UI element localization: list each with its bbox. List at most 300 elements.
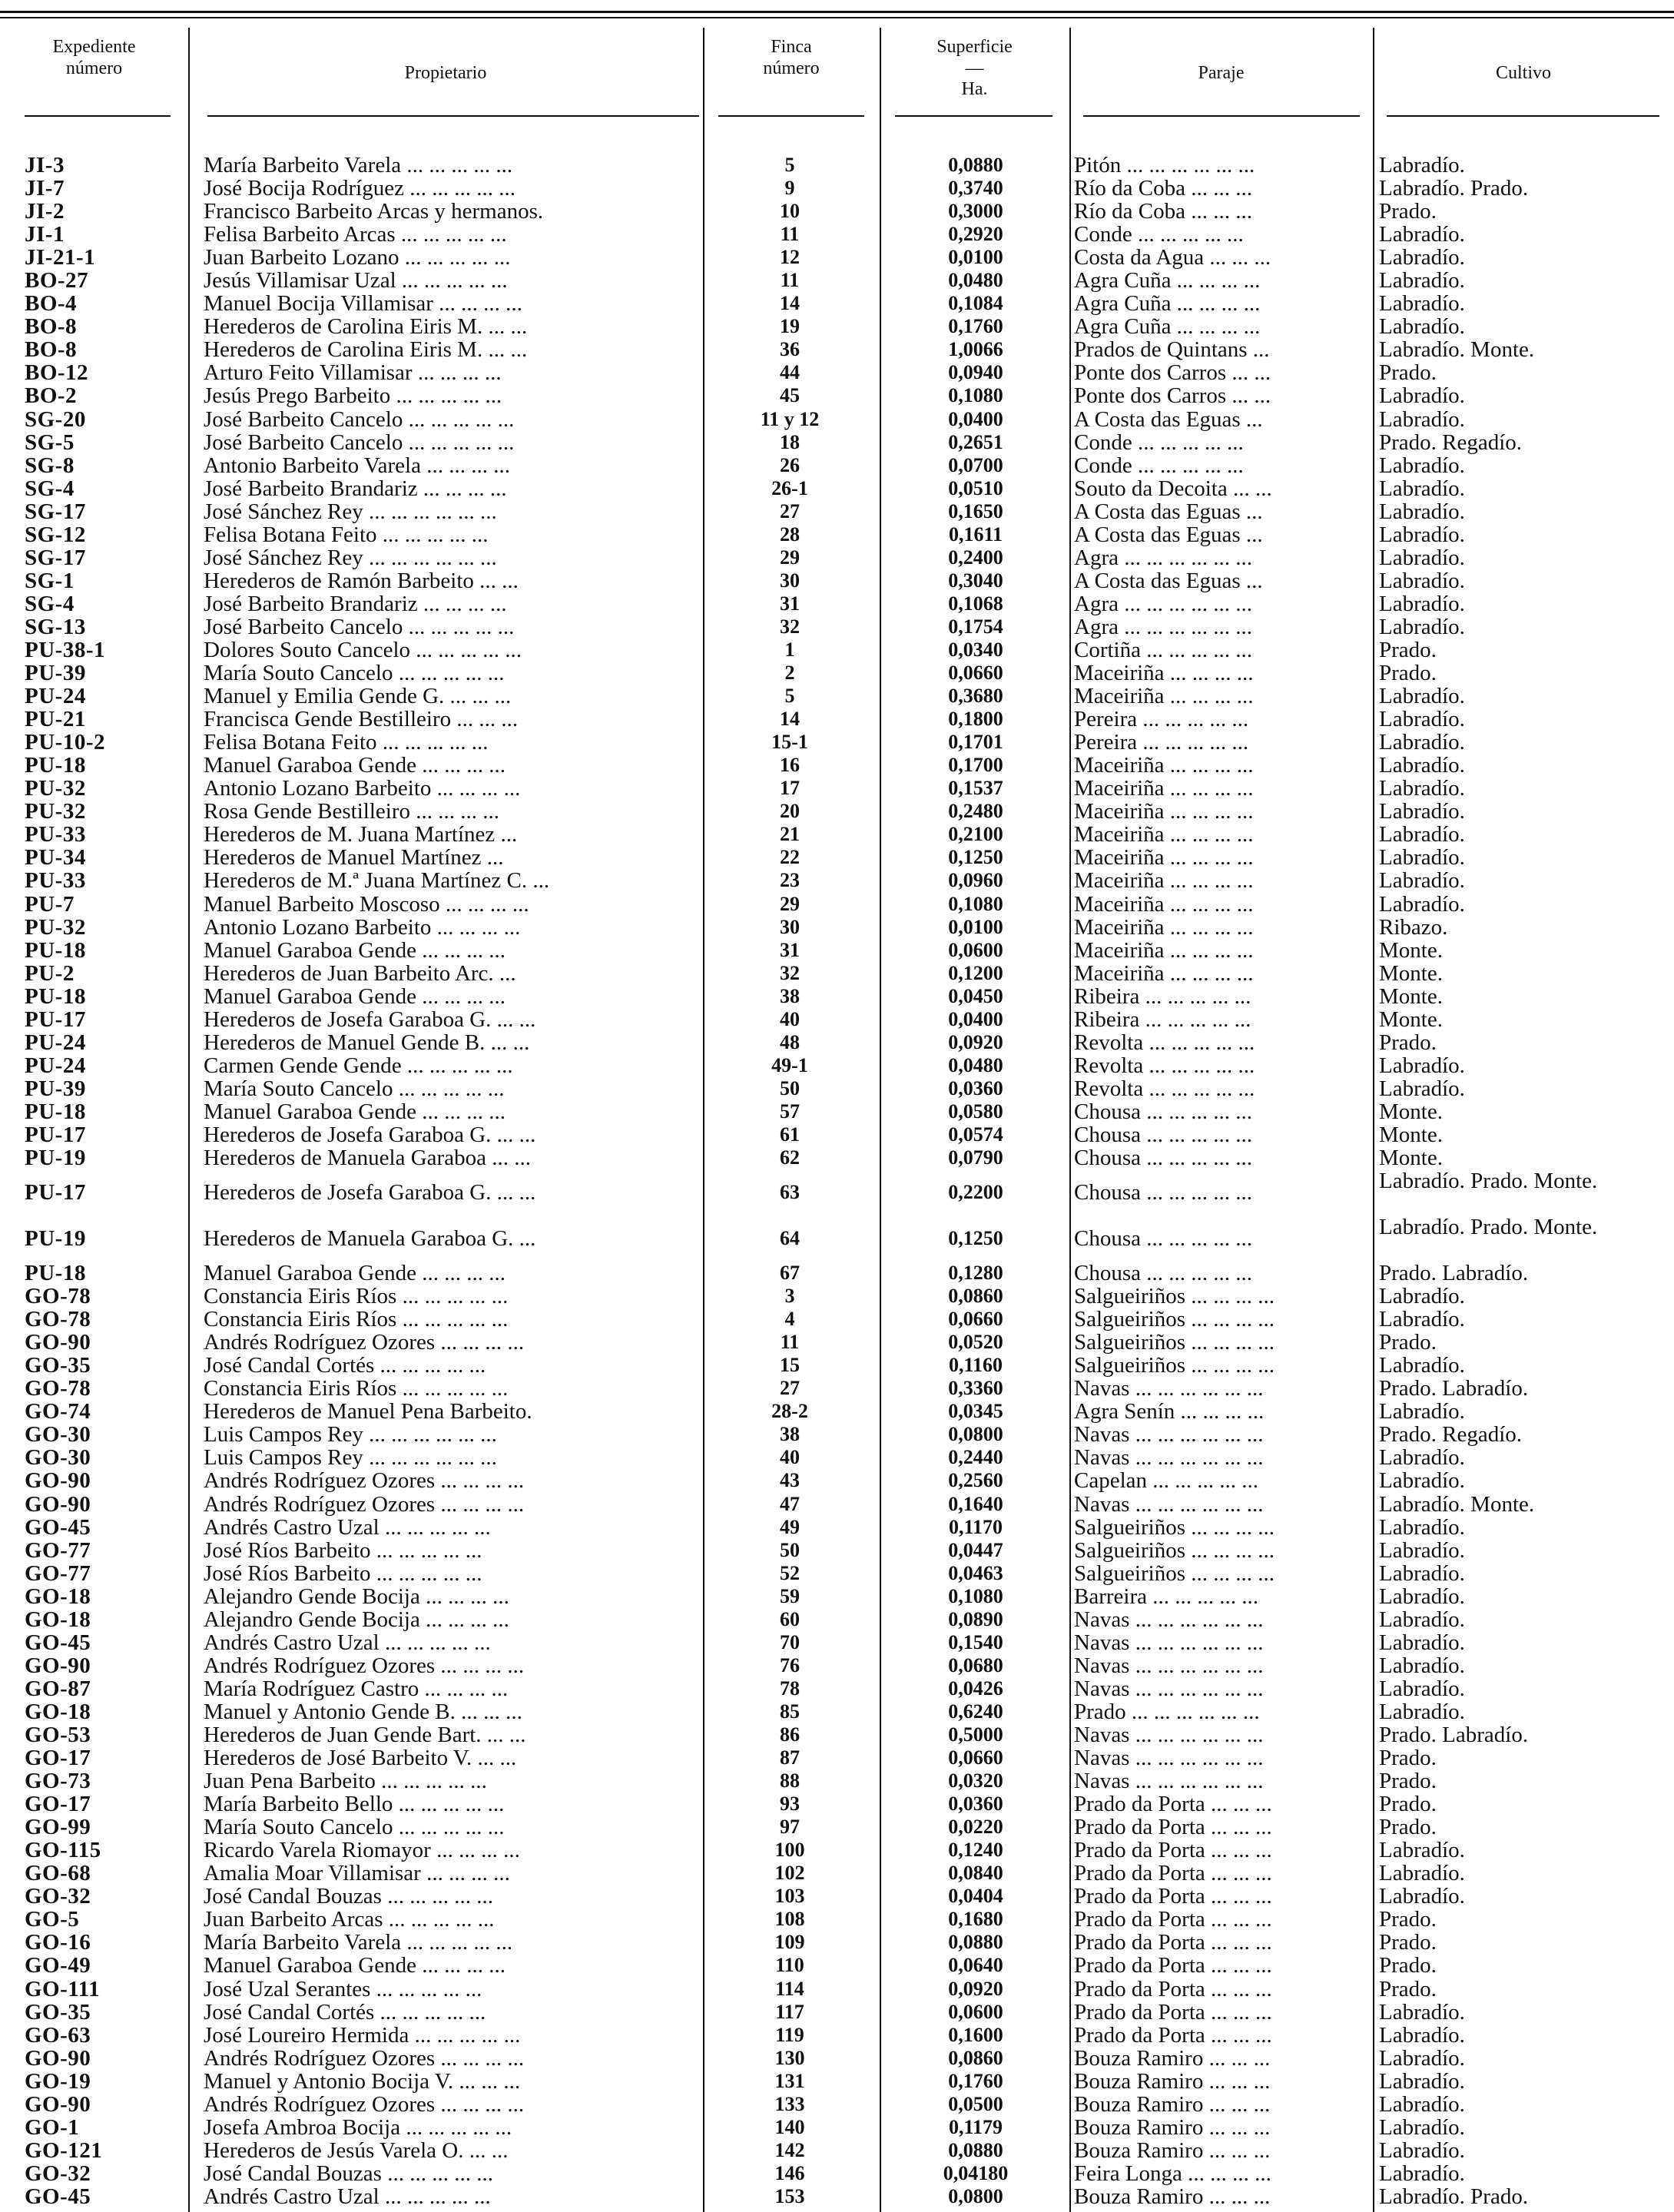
expediente-cell: PU-17 (25, 1180, 86, 1205)
finca-cell: 11 (780, 223, 800, 246)
finca-cell: 76 (780, 1653, 800, 1676)
finca-cell: 11 (780, 1331, 800, 1354)
paraje-cell: Bouza Ramiro ... ... ... (1074, 2092, 1271, 2116)
superficie-cell: 0,0480 (948, 1053, 1003, 1076)
table-row (0, 2047, 1674, 2070)
finca-cell: 49 (780, 1515, 800, 1538)
propietario-cell: Felisa Barbeito Arcas ... ... ... ... ... (204, 223, 507, 247)
cultivo-cell: Labradío. (1379, 499, 1465, 524)
finca-cell: 10 (780, 200, 800, 223)
expediente-cell: PU-32 (25, 799, 86, 824)
paraje-cell: Salgueiriños ... ... ... ... (1074, 1308, 1275, 1332)
propietario-cell: Herederos de Manuela Garaboa G. ... (204, 1227, 536, 1251)
paraje-cell: Navas ... ... ... ... ... ... (1074, 1446, 1264, 1470)
propietario-cell: Andrés Castro Uzal ... ... ... ... ... (204, 2184, 491, 2208)
table-row (0, 1123, 1674, 1146)
propietario-cell: Constancia Eiris Ríos ... ... ... ... ... (204, 1377, 509, 1401)
finca-cell: 109 (774, 1931, 805, 1954)
table-row (0, 1769, 1674, 1792)
paraje-cell: Maceiriña ... ... ... ... (1074, 754, 1254, 778)
propietario-cell: Arturo Feito Villamisar ... ... ... ... (204, 361, 502, 385)
propietario-cell: Herederos de Carolina Eiris M. ... ... (204, 338, 528, 362)
table-row (0, 1885, 1674, 1908)
paraje-cell: Prado da Porta ... ... ... (1074, 1908, 1272, 1932)
table-row (0, 731, 1674, 754)
propietario-cell: Andrés Rodríguez Ozores ... ... ... ... (204, 1492, 525, 1516)
paraje-cell: Maceiriña ... ... ... ... (1074, 823, 1254, 847)
expediente-cell: PU-17 (25, 1122, 86, 1147)
table-row (0, 1562, 1674, 1585)
finca-cell: 108 (774, 1908, 805, 1931)
finca-cell: 49-1 (771, 1053, 808, 1076)
superficie-cell: 0,1754 (948, 615, 1003, 638)
superficie-cell: 0,2440 (948, 1446, 1003, 1469)
expediente-cell: SG-8 (25, 453, 75, 478)
cultivo-cell: Labradío. (1379, 868, 1465, 894)
paraje-cell: Navas ... ... ... ... ... ... (1074, 1630, 1264, 1654)
expediente-cell: PU-18 (25, 937, 86, 963)
paraje-cell: Cortiña ... ... ... ... ... (1074, 638, 1252, 662)
propietario-cell: José Ríos Barbeito ... ... ... ... ... (204, 1561, 482, 1585)
propietario-cell: José Candal Cortés ... ... ... ... ... (204, 1354, 486, 1378)
propietario-cell: José Barbeito Brandariz ... ... ... ... (204, 476, 507, 500)
cultivo-cell: Prado. (1379, 1976, 1437, 2001)
table-row (0, 1816, 1674, 1839)
propietario-cell: Andrés Rodríguez Ozores ... ... ... ... (204, 2046, 525, 2070)
expediente-cell: GO-30 (25, 1445, 91, 1471)
table-row (0, 2162, 1674, 2185)
superficie-cell: 0,0660 (948, 1746, 1003, 1769)
table-row (0, 477, 1674, 500)
paraje-cell: Ribeira ... ... ... ... ... (1074, 1007, 1251, 1031)
superficie-cell: 0,0100 (948, 246, 1003, 269)
finca-cell: 17 (780, 777, 800, 800)
superficie-cell: 0,0700 (948, 453, 1003, 476)
expediente-cell: PU-18 (25, 753, 86, 778)
paraje-cell: Navas ... ... ... ... ... ... (1074, 1676, 1264, 1700)
superficie-cell: 0,0940 (948, 361, 1003, 384)
superficie-cell: 0,0580 (948, 1099, 1003, 1123)
superficie-cell: 0,0480 (948, 269, 1003, 292)
cultivo-cell: Labradío. (1379, 822, 1465, 847)
finca-cell: 97 (780, 1816, 800, 1839)
propietario-cell: Antonio Lozano Barbeito ... ... ... ... (204, 915, 521, 939)
superficie-cell: 0,0426 (948, 1676, 1003, 1700)
superficie-cell: 0,0574 (948, 1123, 1003, 1146)
finca-cell: 63 (780, 1181, 800, 1204)
expediente-cell: PU-24 (25, 684, 86, 709)
paraje-cell: Souto da Decoita ... ... (1074, 476, 1272, 500)
table-row (0, 592, 1674, 615)
paraje-cell: Revolta ... ... ... ... ... (1074, 1053, 1255, 1077)
expediente-cell: SG-5 (25, 429, 75, 455)
propietario-cell: José Loureiro Hermida ... ... ... ... ... (204, 2023, 521, 2047)
expediente-cell: GO-90 (25, 2091, 91, 2117)
cultivo-cell: Labradío. (1379, 2022, 1465, 2048)
expediente-cell: GO-17 (25, 1746, 91, 1771)
cultivo-cell: Prado. (1379, 1907, 1437, 1932)
finca-cell: 130 (774, 2046, 805, 2069)
superficie-cell: 0,1760 (948, 315, 1003, 338)
superficie-cell: 0,0600 (948, 2000, 1003, 2023)
finca-cell: 153 (774, 2184, 805, 2207)
table-row (0, 846, 1674, 869)
finca-cell: 133 (774, 2092, 805, 2115)
table-row (0, 1262, 1674, 1285)
expediente-cell: GO-49 (25, 1953, 91, 1978)
propietario-cell: Herederos de M.ª Juana Martínez C. ... (204, 869, 550, 893)
table-row (0, 1146, 1674, 1169)
propietario-cell: Felisa Botana Feito ... ... ... ... ... (204, 731, 489, 754)
expediente-cell: PU-10-2 (25, 730, 105, 755)
superficie-cell: 0,1611 (948, 522, 1003, 546)
cultivo-cell: Prado. (1379, 1746, 1437, 1771)
cultivo-cell: Labradío. (1379, 153, 1465, 177)
paraje-cell: Prado da Porta ... ... ... (1074, 1931, 1272, 1955)
table-row (0, 1539, 1674, 1562)
table-row (0, 1746, 1674, 1769)
expediente-cell: SG-4 (25, 591, 75, 616)
cultivo-cell: Labradío. (1379, 776, 1465, 801)
superficie-cell: 0,0520 (948, 1331, 1003, 1354)
superficie-cell: 0,3040 (948, 569, 1003, 592)
cultivo-cell: Labradío. (1379, 406, 1465, 432)
propietario-cell: Andrés Castro Uzal ... ... ... ... ... (204, 1630, 491, 1654)
paraje-cell: Salgueiriños ... ... ... ... (1074, 1285, 1275, 1308)
table-row (0, 2001, 1674, 2024)
propietario-cell: Antonio Barbeito Varela ... ... ... ... (204, 453, 510, 477)
finca-cell: 59 (780, 1584, 800, 1607)
cultivo-cell: Labradío. (1379, 2068, 1465, 2094)
cultivo-cell: Labradío. Monte. (1379, 337, 1535, 363)
superficie-cell: 0,2651 (948, 430, 1003, 453)
cultivo-cell: Labradío. (1379, 1607, 1465, 1632)
paraje-cell: Pitón ... ... ... ... ... ... (1074, 154, 1255, 177)
expediente-cell: GO-78 (25, 1307, 91, 1332)
paraje-cell: Chousa ... ... ... ... ... (1074, 1227, 1252, 1251)
propietario-cell: Herederos de Manuel Gende B. ... ... (204, 1030, 530, 1054)
finca-cell: 57 (780, 1099, 800, 1123)
superficie-cell: 0,2480 (948, 800, 1003, 823)
paraje-cell: Maceiriña ... ... ... ... (1074, 846, 1254, 870)
propietario-cell: Manuel Barbeito Moscoso ... ... ... ... (204, 892, 529, 916)
paraje-cell: Bouza Ramiro ... ... ... (1074, 2184, 1271, 2208)
paraje-cell: Barreira ... ... ... ... ... (1074, 1584, 1258, 1608)
table-row (0, 1031, 1674, 1054)
finca-cell: 4 (784, 1308, 795, 1331)
propietario-cell: Manuel y Antonio Gende B. ... ... ... (204, 1700, 522, 1723)
top-rule-thin (0, 17, 1674, 18)
superficie-cell: 0,1800 (948, 708, 1003, 731)
paraje-cell: A Costa das Eguas ... (1074, 499, 1263, 523)
table-row (0, 223, 1674, 246)
finca-cell: 70 (780, 1630, 800, 1653)
propietario-cell: José Sánchez Rey ... ... ... ... ... ... (204, 499, 497, 523)
cultivo-cell: Prado. (1379, 1815, 1437, 1840)
header-cultivo: Cultivo (1495, 63, 1551, 83)
propietario-cell: Herederos de Manuela Garaboa ... ... (204, 1146, 531, 1170)
cultivo-cell: Prado. (1379, 1792, 1437, 1817)
finca-cell: 23 (780, 869, 800, 892)
finca-cell: 1 (784, 638, 795, 661)
finca-cell: 31 (780, 938, 800, 961)
table-row (0, 1100, 1674, 1123)
expediente-cell: GO-35 (25, 1999, 91, 2025)
paraje-cell: Salgueiriños ... ... ... ... (1074, 1515, 1275, 1539)
propietario-cell: María Barbeito Varela ... ... ... ... ... (204, 154, 513, 177)
header-underline (718, 115, 864, 117)
propietario-cell: María Souto Cancelo ... ... ... ... ... (204, 662, 505, 685)
propietario-cell: Andrés Rodríguez Ozores ... ... ... ... (204, 1653, 525, 1677)
table-row (0, 1677, 1674, 1700)
paraje-cell: Ponte dos Carros ... ... (1074, 361, 1271, 385)
expediente-cell: GO-121 (25, 2137, 103, 2163)
table-row (0, 2070, 1674, 2093)
table-row (0, 2185, 1674, 2208)
superficie-cell: 0,1280 (948, 1262, 1003, 1285)
paraje-cell: A Costa das Eguas ... (1074, 522, 1263, 546)
table-row (0, 1516, 1674, 1539)
paraje-cell: Prado da Porta ... ... ... (1074, 2000, 1272, 2024)
expediente-cell: GO-5 (25, 1907, 80, 1932)
superficie-cell: 0,0800 (948, 1423, 1003, 1446)
paraje-cell: Maceiriña ... ... ... ... (1074, 685, 1254, 708)
cultivo-cell: Labradío. (1379, 753, 1465, 778)
table-row (0, 615, 1674, 638)
expediente-cell: PU-18 (25, 1099, 86, 1124)
cultivo-cell: Labradío. (1379, 568, 1465, 593)
cultivo-cell: Labradío. (1379, 2137, 1465, 2163)
finca-cell: 31 (780, 592, 800, 615)
table-row (0, 754, 1674, 777)
propietario-cell: Jesús Prego Barbeito ... ... ... ... ... (204, 384, 502, 408)
cultivo-cell: Labradío. (1379, 222, 1465, 247)
propietario-cell: Herederos de Jesús Varela O. ... ... (204, 2138, 509, 2162)
expediente-cell: BO-8 (25, 314, 78, 340)
paraje-cell: Navas ... ... ... ... ... ... (1074, 1653, 1264, 1677)
finca-cell: 5 (784, 685, 795, 708)
cultivo-cell: Monte. (1379, 1146, 1443, 1171)
finca-cell: 61 (780, 1123, 800, 1146)
propietario-cell: Manuel Bocija Villamisar ... ... ... ... (204, 292, 522, 316)
cultivo-cell: Prado. (1379, 360, 1437, 386)
paraje-cell: Salgueiriños ... ... ... ... (1074, 1354, 1275, 1378)
expediente-cell: GO-53 (25, 1723, 91, 1747)
finca-cell: 93 (780, 1792, 800, 1816)
cultivo-cell: Labradío. (1379, 1676, 1465, 1701)
propietario-cell: Rosa Gende Bestilleiro ... ... ... ... (204, 800, 500, 824)
cultivo-cell: Labradío. (1379, 291, 1465, 317)
expediente-cell: GO-90 (25, 1468, 91, 1494)
cultivo-cell: Prado. Regadío. (1379, 1422, 1523, 1448)
superficie-cell: 0,1640 (948, 1492, 1003, 1515)
cultivo-cell: Labradío. (1379, 1560, 1465, 1586)
table-row (0, 338, 1674, 361)
cultivo-cell: Labradío. (1379, 1353, 1465, 1378)
propietario-cell: Andrés Rodríguez Ozores ... ... ... ... (204, 1331, 525, 1355)
paraje-cell: Agra ... ... ... ... ... ... (1074, 615, 1252, 638)
paraje-cell: Ponte dos Carros ... ... (1074, 384, 1271, 408)
finca-cell: 87 (780, 1746, 800, 1769)
propietario-cell: José Barbeito Cancelo ... ... ... ... ... (204, 615, 515, 638)
paraje-cell: Río da Coba ... ... ... (1074, 200, 1252, 224)
cultivo-cell: Labradío. (1379, 545, 1465, 570)
expediente-cell: JI-3 (25, 153, 65, 177)
propietario-cell: Herederos de Ramón Barbeito ... ... (204, 569, 519, 592)
expediente-cell: JI-7 (25, 176, 65, 201)
finca-cell: 38 (780, 1423, 800, 1446)
table-row (0, 546, 1674, 569)
paraje-cell: Salgueiriños ... ... ... ... (1074, 1538, 1275, 1562)
cultivo-cell: Prado. (1379, 1930, 1437, 1955)
table-row (0, 177, 1674, 200)
table-row (0, 638, 1674, 662)
table-row (0, 1446, 1674, 1469)
propietario-cell: José Candal Cortés ... ... ... ... ... (204, 2000, 486, 2024)
table-row (0, 985, 1674, 1008)
cultivo-cell: Labradío. (1379, 684, 1465, 709)
superficie-cell: 0,0640 (948, 1954, 1003, 1977)
propietario-cell: Alejandro Gende Bocija ... ... ... ... (204, 1584, 509, 1608)
table-row (0, 1169, 1674, 1215)
cultivo-cell: Prado. (1379, 1769, 1437, 1794)
superficie-cell: 0,2560 (948, 1469, 1003, 1492)
expediente-cell: GO-1 (25, 2114, 80, 2140)
finca-cell: 28-2 (771, 1400, 808, 1423)
finca-cell: 102 (774, 1862, 805, 1885)
finca-cell: 30 (780, 915, 800, 938)
superficie-cell: 1,0066 (948, 338, 1003, 361)
cultivo-cell: Labradío. (1379, 591, 1465, 616)
paraje-cell: Navas ... ... ... ... ... ... (1074, 1423, 1264, 1447)
cultivo-cell: Labradío. (1379, 799, 1465, 824)
superficie-cell: 0,1760 (948, 2069, 1003, 2092)
expediente-cell: SG-13 (25, 614, 86, 639)
cultivo-cell: Monte. (1379, 1007, 1443, 1032)
expediente-cell: GO-87 (25, 1676, 91, 1701)
cultivo-cell: Labradío. (1379, 245, 1465, 270)
paraje-cell: Prado da Porta ... ... ... (1074, 1885, 1272, 1909)
paraje-cell: Chousa ... ... ... ... ... (1074, 1099, 1252, 1123)
expediente-cell: GO-63 (25, 2022, 91, 2048)
superficie-cell: 0,1179 (948, 2115, 1003, 2138)
finca-cell: 60 (780, 1607, 800, 1630)
expediente-cell: GO-115 (25, 1838, 101, 1863)
finca-cell: 29 (780, 892, 800, 915)
propietario-cell: Juan Barbeito Arcas ... ... ... ... ... (204, 1908, 495, 1932)
propietario-cell: Andrés Rodríguez Ozores ... ... ... ... (204, 1469, 525, 1493)
superficie-cell: 0,3360 (948, 1377, 1003, 1400)
paraje-cell: Pereira ... ... ... ... ... (1074, 731, 1249, 754)
table-row (0, 916, 1674, 939)
superficie-cell: 0,0320 (948, 1769, 1003, 1792)
paraje-cell: Feira Longa ... ... ... ... (1074, 2161, 1271, 2185)
paraje-cell: Prados de Quintans ... (1074, 338, 1270, 362)
cultivo-cell: Labradío. (1379, 1468, 1465, 1494)
propietario-cell: María Souto Cancelo ... ... ... ... ... (204, 1076, 505, 1100)
finca-cell: 88 (780, 1769, 800, 1792)
propietario-cell: Francisca Gende Bestilleiro ... ... ... (204, 708, 519, 731)
expediente-cell: JI-2 (25, 199, 65, 224)
paraje-cell: Maceiriña ... ... ... ... (1074, 869, 1254, 893)
propietario-cell: Manuel Garaboa Gende ... ... ... ... (204, 1099, 506, 1123)
superficie-cell: 0,1540 (948, 1630, 1003, 1653)
expediente-cell: GO-90 (25, 2045, 91, 2071)
finca-cell: 64 (780, 1227, 800, 1250)
superficie-cell: 0,0400 (948, 407, 1003, 430)
propietario-cell: Herederos de Josefa Garaboa G. ... ... (204, 1181, 536, 1205)
table-row (0, 1631, 1674, 1654)
table-row (0, 1954, 1674, 1977)
superficie-cell: 0,1680 (948, 1908, 1003, 1931)
paraje-cell: Prado ... ... ... ... ... ... (1074, 1700, 1260, 1723)
propietario-cell: Manuel Garaboa Gende ... ... ... ... (204, 984, 506, 1008)
superficie-cell: 0,0404 (948, 1885, 1003, 1908)
paraje-cell: Agra ... ... ... ... ... ... (1074, 546, 1252, 569)
cultivo-cell: Prado. (1379, 661, 1437, 686)
propietario-cell: María Souto Cancelo ... ... ... ... ... (204, 1816, 505, 1839)
table-row (0, 1585, 1674, 1608)
cultivo-cell: Labradío. Prado. Monte. (1379, 1215, 1598, 1240)
table-row (0, 962, 1674, 985)
table-row (0, 154, 1674, 177)
cultivo-cell: Prado. (1379, 1330, 1437, 1355)
superficie-cell: 0,0790 (948, 1146, 1003, 1169)
finca-cell: 28 (780, 522, 800, 546)
propietario-cell: Carmen Gende Gende ... ... ... ... ... (204, 1053, 513, 1077)
table-row (0, 1423, 1674, 1446)
paraje-cell: Agra Cuña ... ... ... ... (1074, 292, 1261, 316)
finca-cell: 47 (780, 1492, 800, 1515)
cultivo-cell: Monte. (1379, 1099, 1443, 1124)
finca-cell: 20 (780, 800, 800, 823)
finca-cell: 40 (780, 1446, 800, 1469)
table-row (0, 1493, 1674, 1516)
paraje-cell: Salgueiriños ... ... ... ... (1074, 1561, 1275, 1585)
superficie-cell: 0,6240 (948, 1700, 1003, 1723)
propietario-cell: Constancia Eiris Ríos ... ... ... ... ... (204, 1285, 509, 1308)
superficie-cell: 0,1080 (948, 1584, 1003, 1607)
finca-cell: 103 (774, 1885, 805, 1908)
header-finca: Finca número (763, 37, 820, 78)
propietario-cell: Herederos de Josefa Garaboa G. ... ... (204, 1123, 536, 1146)
superficie-cell: 0,0920 (948, 1030, 1003, 1053)
expediente-cell: BO-12 (25, 360, 89, 386)
table-row (0, 431, 1674, 454)
cultivo-cell: Labradío. (1379, 476, 1465, 501)
finca-cell: 26 (780, 453, 800, 476)
finca-cell: 12 (780, 246, 800, 269)
expediente-cell: PU-17 (25, 1007, 86, 1032)
superficie-cell: 0,0400 (948, 1007, 1003, 1030)
cultivo-cell: Labradío. (1379, 1537, 1465, 1563)
cultivo-cell: Prado. Labradío. (1379, 1376, 1529, 1401)
table-row (0, 1723, 1674, 1746)
propietario-cell: José Uzal Serantes ... ... ... ... ... (204, 1977, 482, 2001)
finca-cell: 78 (780, 1676, 800, 1700)
cultivo-cell: Labradío. (1379, 1284, 1465, 1309)
expediente-cell: GO-19 (25, 2068, 91, 2094)
cultivo-cell: Labradío. (1379, 614, 1465, 639)
table-row (0, 269, 1674, 292)
propietario-cell: José Bocija Rodríguez ... ... ... ... ... (204, 177, 515, 201)
header-propietario: Propietario (404, 63, 487, 83)
table-row (0, 1354, 1674, 1377)
table-row (0, 2139, 1674, 2162)
cultivo-cell: Monte. (1379, 937, 1443, 963)
finca-cell: 52 (780, 1561, 800, 1584)
finca-cell: 29 (780, 546, 800, 569)
